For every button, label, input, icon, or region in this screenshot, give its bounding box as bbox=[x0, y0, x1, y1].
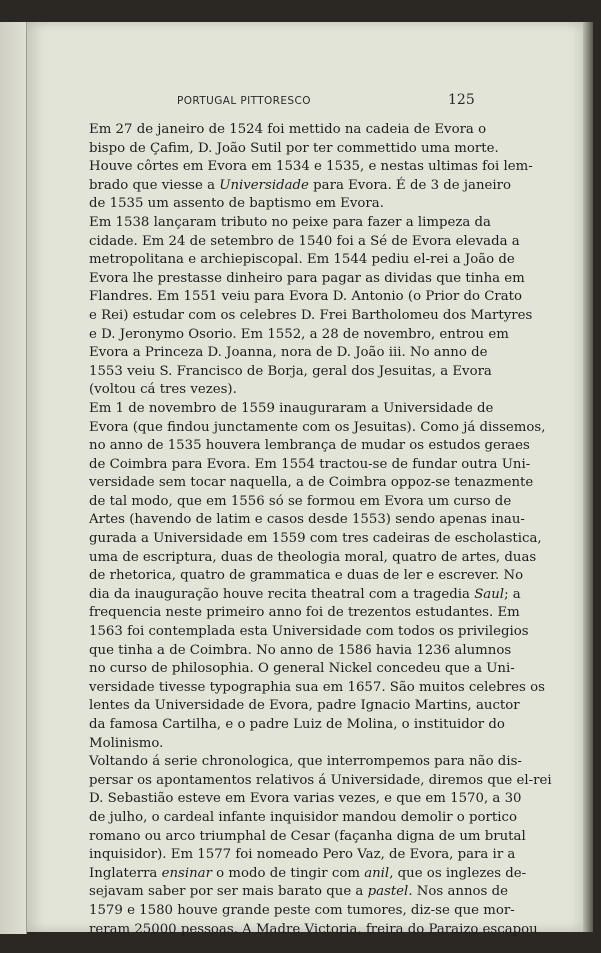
text-line bbox=[76, 326, 509, 345]
text-line bbox=[76, 493, 512, 512]
text-run: 1579 e 1580 houve grande peste com tumores, diz-se que mor- bbox=[89, 902, 515, 918]
paragraph bbox=[76, 214, 533, 400]
text-line bbox=[76, 511, 525, 530]
text-run: romano ou arco triumphal de Cesar (façanha digna de um brutal bbox=[89, 828, 526, 844]
text-line bbox=[76, 604, 520, 623]
text-line bbox=[76, 307, 533, 326]
text-run: versidade tivesse typographia sua em 1657. São muitos celebres os bbox=[89, 679, 545, 695]
text-run: Evora a Princeza D. Joanna, nora de D. João iii. No anno de bbox=[89, 345, 488, 361]
text-run: de Coimbra para Evora. Em 1554 tractou-se de fundar outra Uni- bbox=[89, 456, 531, 472]
text-run: dia da inauguração houve recita theatral com a tragedia bbox=[89, 586, 475, 602]
text-run: no curso de philosophia. O general Nickel concedeu que a Uni- bbox=[89, 661, 515, 677]
text-run: uma de escriptura, duas de theologia moral, quatro de artes, duas bbox=[89, 549, 537, 565]
text-line bbox=[76, 921, 538, 940]
text-line bbox=[76, 419, 546, 438]
text-line bbox=[76, 883, 508, 902]
text-line bbox=[76, 828, 526, 847]
italic-text: pastel bbox=[367, 884, 409, 900]
paragraph bbox=[76, 121, 533, 214]
text-run: de julho, o cardeal infante inquisidor mandou demolir o portico bbox=[89, 809, 517, 825]
text-line bbox=[76, 195, 474, 214]
text-line bbox=[76, 549, 537, 568]
text-line bbox=[76, 679, 545, 698]
text-run: inquisidor). Em 1577 foi nomeado Pero Vaz, de Evora, para ir a bbox=[89, 847, 516, 863]
text-run: no anno de 1535 houvera lembrança de mudar os estudos geraes bbox=[89, 438, 530, 454]
text-line bbox=[76, 140, 499, 159]
text-line bbox=[76, 790, 522, 809]
page-edge-shadow bbox=[583, 22, 593, 932]
running-title: PORTUGAL PITTORESCO bbox=[177, 95, 311, 107]
italic-text: Saul bbox=[474, 586, 505, 602]
text-line bbox=[76, 586, 521, 605]
text-run: Inglaterra bbox=[89, 865, 162, 881]
text-line bbox=[76, 121, 487, 140]
text-run: 1553 veiu S. Francisco de Borja, geral dos Jesuitas, a Evora bbox=[89, 363, 492, 379]
paragraph bbox=[76, 753, 552, 939]
body-text bbox=[76, 121, 552, 939]
text-run: metropolitana e archiepiscopal. Em 1544 pediu el-rei a João de bbox=[89, 252, 515, 268]
text-run: persar os apontamentos relativos á Universidade, diremos que el-rei bbox=[89, 772, 552, 788]
text-run: frequencia neste primeiro anno foi de trezentos estudantes. Em bbox=[89, 605, 520, 621]
text-run: Voltando á serie chronologica, que interrompemos para não dis- bbox=[89, 754, 522, 770]
text-run: de 1535 um assento de baptismo em Evora. bbox=[89, 196, 384, 212]
text-line bbox=[76, 660, 515, 679]
text-line bbox=[76, 530, 542, 549]
text-run: bispo de Çafim, D. João Sutil por ter commettido uma morte. bbox=[89, 140, 499, 156]
italic-text: ensinar bbox=[161, 865, 212, 881]
text-run: Molinismo. bbox=[89, 735, 164, 751]
text-run: , que os inglezes de- bbox=[389, 865, 527, 881]
text-run: e Rei) estudar com os celebres D. Frei Bartholomeu dos Martyres bbox=[89, 307, 533, 323]
text-line bbox=[76, 623, 529, 642]
text-run: de tal modo, que em 1556 só se formou em Evora um curso de bbox=[89, 493, 512, 509]
text-run: lentes da Universidade de Evora, padre Ignacio Martins, auctor bbox=[89, 698, 520, 714]
facing-page-edge bbox=[0, 22, 27, 934]
text-line bbox=[76, 437, 530, 456]
text-run: sejavam saber por ser mais barato que a bbox=[89, 884, 368, 900]
text-run: e D. Jeronymo Osorio. Em 1552, a 28 de novembro, entrou em bbox=[89, 326, 509, 342]
text-run: ; a bbox=[504, 586, 521, 602]
text-line bbox=[76, 456, 531, 475]
text-run: Em 27 de janeiro de 1524 foi mettido na cadeia de Evora o bbox=[89, 122, 487, 137]
text-line bbox=[76, 288, 523, 307]
text-line bbox=[76, 846, 516, 865]
paragraph bbox=[76, 400, 546, 753]
text-run: para Evora. É de 3 de janeiro bbox=[308, 177, 511, 193]
text-run: Artes (havendo de latim e casos desde 1553) sendo apenas inau- bbox=[89, 512, 525, 528]
page-number: 125 bbox=[448, 92, 475, 108]
text-line bbox=[76, 902, 515, 921]
text-run: gurada a Universidade em 1559 com tres cadeiras de escholastica, bbox=[89, 531, 542, 547]
text-run: Evora lhe prestasse dinheiro para pagar as dividas que tinha em bbox=[89, 270, 525, 286]
text-line bbox=[76, 716, 505, 735]
text-run: reram 25000 pessoas. A Madre Victoria, freira do Paraizo escapou bbox=[89, 921, 538, 937]
text-run: Flandres. Em 1551 veiu para Evora D. Antonio (o Prior do Crato bbox=[89, 289, 523, 305]
text-line bbox=[76, 344, 488, 363]
text-line bbox=[76, 772, 552, 791]
text-run: versidade sem tocar naquella, a de Coimbra oppoz-se tenazmente bbox=[89, 475, 534, 491]
text-line bbox=[76, 642, 512, 661]
text-line bbox=[76, 214, 491, 233]
text-run: D. Sebastião esteve em Evora varias vezes, e que em 1570, a 30 bbox=[89, 791, 522, 807]
text-run: de rhetorica, quatro de grammatica e duas de ler e escrever. No bbox=[89, 568, 524, 584]
text-line bbox=[76, 567, 524, 586]
text-run: Em 1 de novembro de 1559 inauguraram a Universidade de bbox=[89, 400, 494, 416]
text-line bbox=[76, 270, 525, 289]
text-line bbox=[76, 251, 515, 270]
text-run: Houve côrtes em Evora em 1534 e 1535, e nestas ultimas foi lem- bbox=[89, 159, 533, 175]
text-line bbox=[76, 400, 494, 419]
text-run: cidade. Em 24 de setembro de 1540 foi a Sé de Evora elevada a bbox=[89, 233, 520, 249]
text-run: . Nos annos de bbox=[408, 884, 508, 900]
text-run: da famosa Cartilha, e o padre Luiz de Molina, o instituidor do bbox=[89, 717, 505, 732]
text-line bbox=[76, 809, 517, 828]
text-line bbox=[76, 474, 534, 493]
text-run: brado que viesse a bbox=[89, 177, 220, 193]
text-run: o modo de tingir com bbox=[211, 865, 365, 881]
text-line bbox=[76, 697, 520, 716]
text-run: (voltou cá tres vezes). bbox=[89, 382, 237, 398]
text-run: Em 1538 lançaram tributo no peixe para fazer a limpeza da bbox=[89, 214, 491, 230]
text-run: 1563 foi contemplada esta Universidade com todos os privilegios bbox=[89, 624, 529, 640]
text-line bbox=[76, 865, 527, 884]
text-line bbox=[76, 233, 520, 252]
text-line bbox=[76, 381, 474, 400]
text-run: que tinha a de Coimbra. No anno de 1586 havia 1236 alumnos bbox=[89, 642, 512, 658]
italic-text: Universidade bbox=[219, 177, 309, 193]
text-line bbox=[76, 158, 533, 177]
text-line bbox=[76, 753, 522, 772]
text-line bbox=[76, 177, 511, 196]
text-run: Evora (que findou junctamente com os Jesuitas). Como já dissemos, bbox=[89, 419, 546, 435]
italic-text: anil bbox=[364, 865, 390, 881]
text-line bbox=[76, 735, 474, 754]
text-line bbox=[76, 363, 492, 382]
